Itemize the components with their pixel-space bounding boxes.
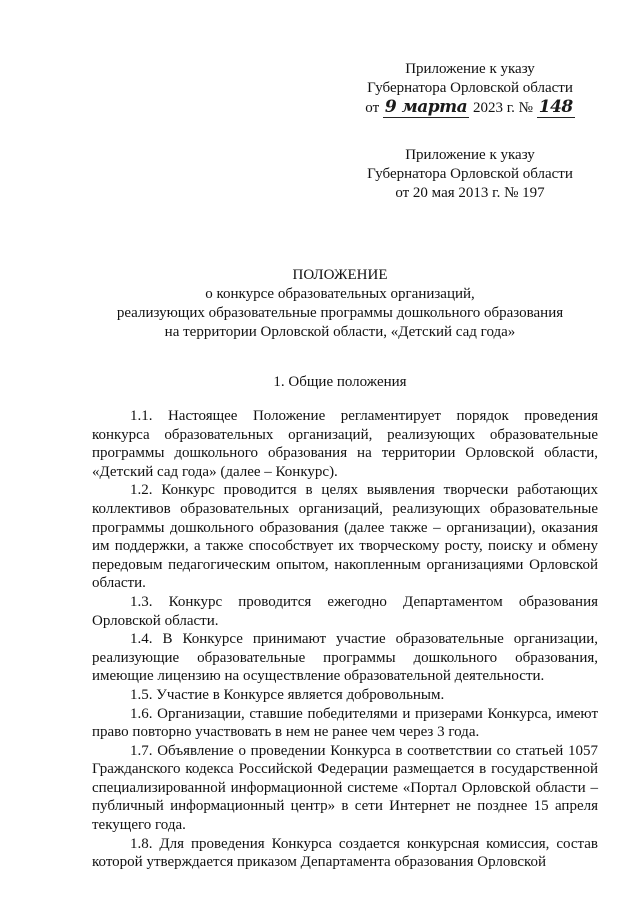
paragraph-1-6: 1.6. Организации, ставшие победителями и призерами Конкурса, имеют право повторно участвовать в нем не ранее чем через 3 года. [92, 705, 598, 741]
appendix-current-block [350, 60, 590, 118]
paragraph-1-3: 1.3. Конкурс проводится ежегодно Департаментом образования Орловской области. [92, 593, 598, 629]
paragraph-1-7: 1.7. Объявление о проведении Конкурса в соответствии со статьей 1057 Гражданского кодекса Российской Федерации размещается в государственной специализированной информационной системе «Портал Орловской области – публичный информационный центр» в сети Интернет не позднее 15 апреля текущего года. [92, 742, 598, 834]
title-heading: ПОЛОЖЕНИЕ [292, 267, 388, 283]
title-line1: о конкурсе образовательных организаций, [205, 286, 475, 302]
appendix-current-date-line [350, 98, 590, 118]
paragraph-1-4: 1.4. В Конкурсе принимают участие образовательные организации, реализующие образовательные программы дошкольного образования, имеющие лицензию на осуществление образовательной деятельности. [92, 631, 598, 685]
paragraph-1-1: 1.1. Настоящее Положение регламентирует порядок проведения конкурса образовательных организаций, реализующих образовательные программы дошкольного образования на территории Орловской области, «Детский сад года» (далее – Конкурс). [92, 408, 598, 480]
title-line2: реализующих образовательные программы дошкольного образования [116, 305, 564, 321]
year-number-label: 2023 г. № [472, 100, 533, 116]
paragraph-1-8: 1.8. Для проведения Конкурса создается конкурсная комиссия, состав которой утверждается приказом Департамента образования Орловской [92, 835, 598, 871]
paragraph-1-5: 1.5. Участие в Конкурсе является добровольным. [130, 686, 445, 703]
from-prefix: от [365, 100, 380, 116]
appendix-original-line3: от 20 мая 2013 г. № 197 [395, 185, 545, 201]
title-line3: на территории Орловской области, «Детский сад года» [164, 324, 516, 340]
document-body [92, 407, 598, 872]
appendix-original-line2: Губернатора Орловской области [367, 166, 573, 182]
section-heading: 1. Общие положения [273, 374, 407, 390]
appendix-current-line1: Приложение к указу [405, 61, 535, 77]
paragraph-1-2: 1.2. Конкурс проводится в целях выявления творчески работающих коллективов образовательных организаций, реализующих образовательные программы дошкольного образования (далее также – организации), оказания им поддержки, а также способствует их творческому росту, поиску и обмену передовым педагогическим опытом, накопленным организациями Орловской области. [92, 482, 598, 592]
handwritten-number: 148 [538, 97, 573, 117]
handwritten-date: 9 марта [384, 97, 468, 117]
document-title [60, 266, 620, 342]
appendix-original-block [350, 146, 590, 203]
appendix-current-line2: Губернатора Орловской области [367, 80, 573, 96]
appendix-original-line1: Приложение к указу [405, 147, 535, 163]
